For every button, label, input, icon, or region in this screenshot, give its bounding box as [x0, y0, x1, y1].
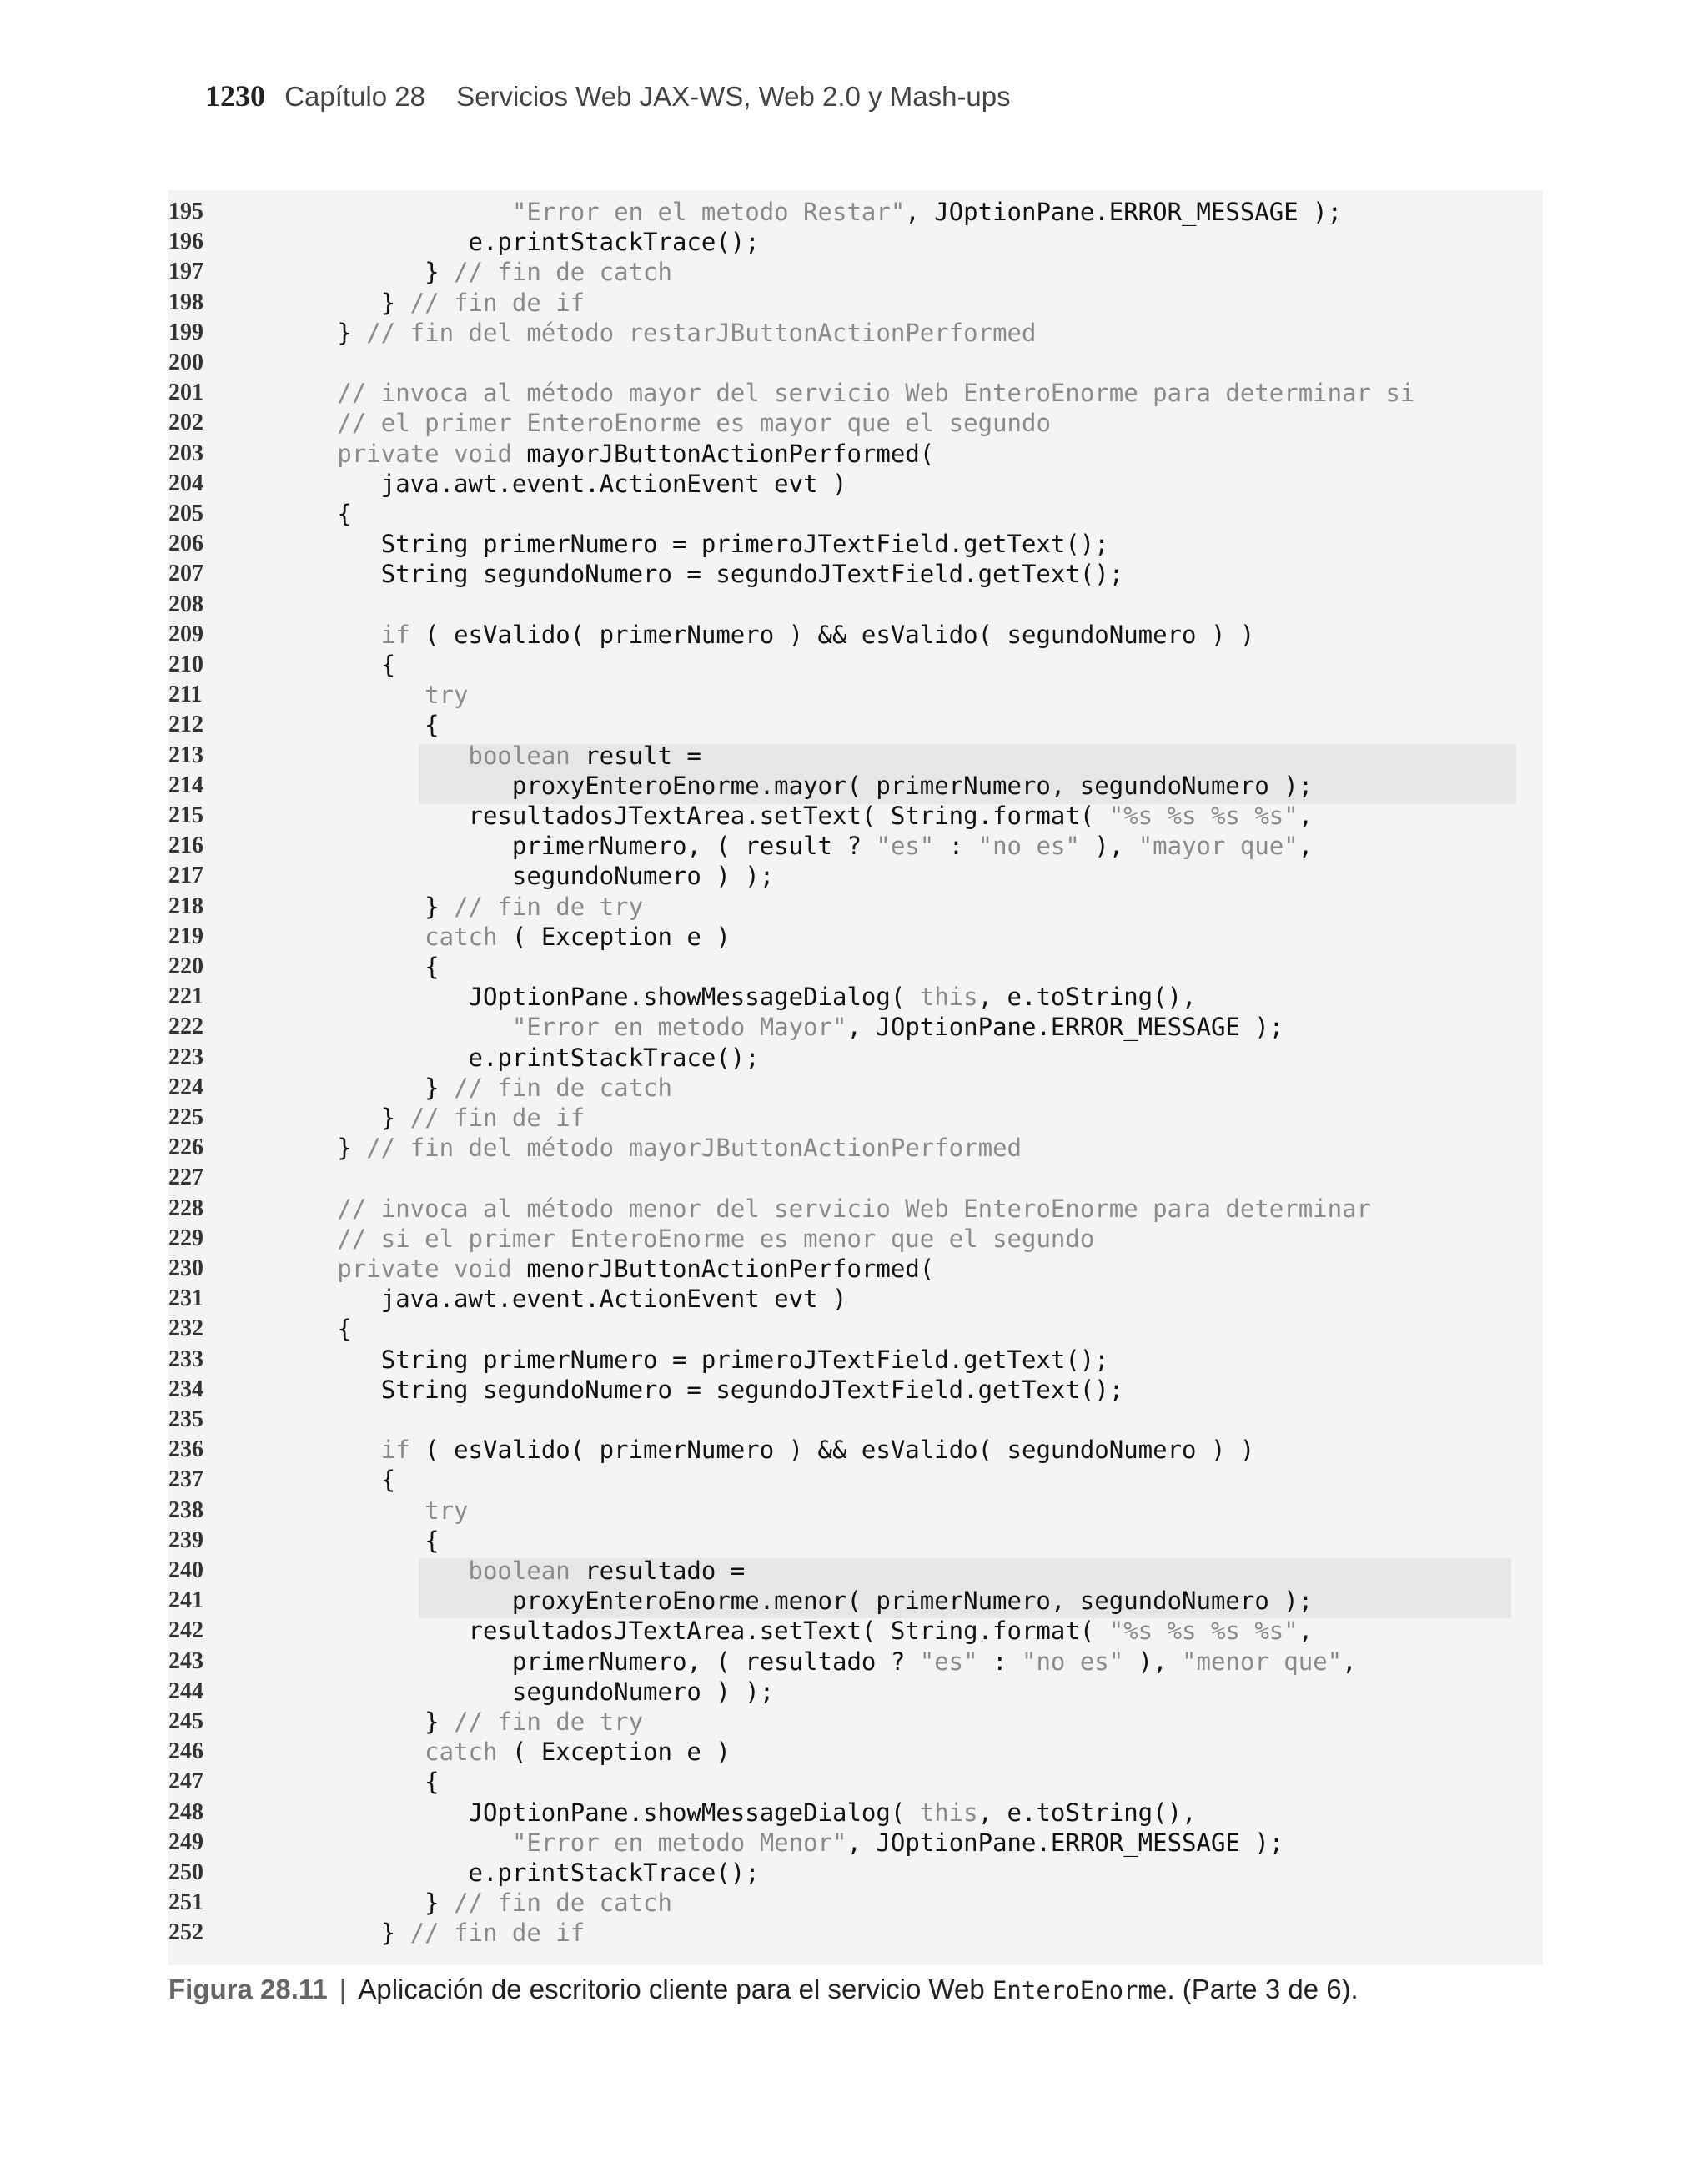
line-number: 247	[168, 1768, 203, 1795]
code-text: {	[294, 651, 396, 679]
code-text: resultadosJTextArea.setText( String.format( "%s %s %s %s",	[294, 802, 1314, 830]
code-text: } // fin de catch	[294, 1073, 672, 1102]
line-number: 217	[168, 863, 203, 889]
line-number: 216	[168, 832, 203, 859]
figure-caption	[168, 1974, 1359, 2005]
line-number: 238	[168, 1496, 203, 1523]
line-number: 198	[168, 289, 203, 315]
code-line	[168, 288, 1543, 318]
code-text: segundoNumero ) );	[294, 862, 775, 891]
line-number: 240	[168, 1557, 203, 1583]
code-line	[168, 499, 1543, 529]
code-text: } // fin de catch	[294, 258, 672, 287]
code-text: JOptionPane.showMessageDialog( this, e.toString(),	[294, 983, 1197, 1012]
line-number: 243	[168, 1647, 203, 1674]
code-text: if ( esValido( primerNumero ) && esValido( segundoNumero ) )	[380, 620, 1255, 649]
code-line	[168, 197, 1543, 227]
code-line	[168, 318, 1543, 348]
line-number: 224	[168, 1074, 203, 1100]
code-text: {	[294, 500, 352, 528]
caption-suffix: . (Parte 3 de 6).	[1167, 1974, 1359, 2004]
line-number: 201	[168, 380, 203, 406]
code-line	[168, 1012, 1543, 1042]
line-number: 236	[168, 1436, 203, 1463]
code-line	[168, 771, 1543, 801]
line-number: 208	[168, 591, 203, 617]
caption-text: Aplicación de escritorio cliente para el servicio Web	[358, 1974, 985, 2004]
line-number: 213	[168, 742, 203, 768]
line-number: 241	[168, 1587, 203, 1614]
line-number: 197	[168, 259, 203, 285]
code-line	[168, 680, 1543, 710]
code-text: primerNumero, ( resultado ? "es" : "no es" ), "menor que",	[294, 1647, 1357, 1676]
code-text: catch ( Exception e )	[424, 922, 731, 951]
code-text: java.awt.event.ActionEvent evt )	[294, 1285, 847, 1314]
code-line	[168, 1586, 1543, 1616]
code-line	[168, 1254, 1543, 1284]
code-line	[168, 408, 1543, 438]
line-number: 250	[168, 1859, 203, 1885]
line-number: 227	[168, 1164, 203, 1191]
code-line	[168, 620, 1543, 650]
code-line	[168, 227, 1543, 257]
line-number: 229	[168, 1225, 203, 1251]
code-line	[168, 469, 1543, 499]
code-text: "Error en metodo Menor", JOptionPane.ERROR_MESSAGE );	[511, 1828, 1284, 1857]
code-text: } // fin de try	[294, 892, 644, 921]
code-line	[168, 650, 1543, 680]
line-number: 211	[168, 682, 203, 708]
code-line	[168, 1737, 1543, 1767]
code-text: } // fin de if	[294, 288, 585, 317]
code-line	[168, 1465, 1543, 1495]
line-number: 228	[168, 1195, 203, 1221]
code-text: private void menorJButtonActionPerformed(	[337, 1255, 935, 1283]
line-number: 214	[168, 772, 203, 798]
code-line	[168, 1073, 1543, 1103]
line-number: 237	[168, 1466, 203, 1493]
code-line	[168, 559, 1543, 589]
line-number: 239	[168, 1527, 203, 1553]
line-number: 204	[168, 470, 203, 496]
line-number: 223	[168, 1044, 203, 1070]
code-line	[168, 1496, 1543, 1526]
code-text: resultadosJTextArea.setText( String.format( "%s %s %s %s",	[294, 1617, 1314, 1646]
code-text: } // fin del método mayorJButtonActionPerformed	[294, 1134, 1022, 1163]
chapter-label: Capítulo 28	[284, 81, 425, 112]
code-text: // invoca al método mayor del servicio Web EnteroEnorme para determinar si	[337, 379, 1415, 408]
code-line	[168, 1858, 1543, 1888]
code-text: {	[294, 1526, 440, 1555]
code-line	[168, 1677, 1543, 1707]
code-line	[168, 952, 1543, 982]
code-text: // el primer EnteroEnorme es mayor que el segundo	[337, 409, 1051, 438]
code-text: // invoca al método menor del servicio Web EnteroEnorme para determinar	[337, 1194, 1372, 1223]
code-line	[168, 1556, 1543, 1586]
code-line	[168, 1828, 1543, 1858]
code-text: boolean result =	[468, 741, 701, 770]
code-line	[168, 257, 1543, 287]
line-number: 252	[168, 1919, 203, 1946]
code-line	[168, 348, 1543, 378]
code-line	[168, 1616, 1543, 1646]
code-text: } // fin de if	[294, 1919, 585, 1948]
code-text: JOptionPane.showMessageDialog( this, e.toString(),	[294, 1798, 1197, 1827]
line-number: 219	[168, 923, 203, 949]
line-number: 210	[168, 651, 203, 677]
code-text: java.awt.event.ActionEvent evt )	[294, 469, 847, 498]
line-number: 195	[168, 199, 203, 224]
code-text: private void mayorJButtonActionPerformed(	[337, 439, 935, 468]
line-number: 244	[168, 1678, 203, 1704]
code-line	[168, 1707, 1543, 1737]
line-number: 221	[168, 983, 203, 1010]
line-number: 218	[168, 893, 203, 919]
code-text: {	[294, 1466, 396, 1495]
code-text: primerNumero, ( result ? "es" : "no es" ), "mayor que",	[294, 832, 1314, 861]
code-line	[168, 1224, 1543, 1254]
code-line	[168, 1435, 1543, 1465]
code-text: try	[424, 1496, 469, 1525]
code-line	[168, 831, 1543, 861]
code-text: } // fin del método restarJButtonActionPerformed	[294, 318, 1037, 347]
line-number: 222	[168, 1014, 203, 1040]
code-text: } // fin de catch	[294, 1889, 672, 1918]
code-line	[168, 982, 1543, 1012]
code-text: e.printStackTrace();	[294, 228, 760, 257]
caption-class-name: EnteroEnorme	[992, 1976, 1168, 2004]
line-number: 199	[168, 319, 203, 345]
page-header	[205, 78, 1011, 120]
code-line	[168, 1133, 1543, 1163]
page-number: 1230	[205, 79, 265, 113]
code-line	[168, 1043, 1543, 1073]
line-number: 225	[168, 1104, 203, 1130]
code-text: boolean resultado =	[468, 1557, 746, 1585]
code-line	[168, 439, 1543, 469]
code-text: "Error en el metodo Restar", JOptionPane.ERROR_MESSAGE );	[511, 198, 1343, 226]
line-number: 209	[168, 621, 203, 647]
code-text: catch ( Exception e )	[424, 1738, 731, 1767]
line-number: 233	[168, 1346, 203, 1372]
code-line	[168, 1888, 1543, 1918]
line-number: 245	[168, 1708, 203, 1734]
code-line	[168, 1798, 1543, 1828]
line-number: 251	[168, 1889, 203, 1916]
code-text: "Error en metodo Mayor", JOptionPane.ERROR_MESSAGE );	[511, 1013, 1284, 1042]
code-text: segundoNumero ) );	[294, 1677, 775, 1706]
code-line	[168, 801, 1543, 831]
line-number: 226	[168, 1134, 203, 1161]
code-line	[168, 1314, 1543, 1344]
line-number: 242	[168, 1617, 203, 1644]
code-line	[168, 378, 1543, 408]
line-number: 230	[168, 1255, 203, 1281]
code-line	[168, 1284, 1543, 1314]
code-text: // si el primer EnteroEnorme es menor que el segundo	[337, 1224, 1095, 1253]
code-line	[168, 1405, 1543, 1435]
line-number: 206	[168, 531, 203, 557]
line-number: 235	[168, 1406, 203, 1432]
code-text: } // fin de if	[294, 1104, 585, 1132]
code-line	[168, 1526, 1543, 1556]
code-text: {	[294, 953, 440, 981]
code-text: String primerNumero = primeroJTextField.getText();	[294, 530, 1109, 559]
code-text: {	[294, 1768, 440, 1797]
line-number: 203	[168, 440, 203, 466]
line-number: 212	[168, 712, 203, 738]
line-number: 232	[168, 1315, 203, 1342]
code-text: String segundoNumero = segundoJTextField.getText();	[294, 560, 1124, 589]
code-line	[168, 1375, 1543, 1405]
line-number: 246	[168, 1738, 203, 1765]
code-text: proxyEnteroEnorme.mayor( primerNumero, segundoNumero );	[294, 771, 1314, 800]
code-line	[168, 741, 1543, 771]
line-number: 205	[168, 500, 203, 526]
line-number: 196	[168, 229, 203, 255]
code-line	[168, 590, 1543, 620]
code-text: if ( esValido( primerNumero ) && esValido( segundoNumero ) )	[380, 1436, 1255, 1465]
code-text: proxyEnteroEnorme.menor( primerNumero, segundoNumero );	[294, 1587, 1314, 1616]
code-line	[168, 1163, 1543, 1193]
chapter-title: Servicios Web JAX-WS, Web 2.0 y Mash-ups	[456, 81, 1011, 112]
code-line	[168, 892, 1543, 922]
line-number: 215	[168, 802, 203, 828]
code-text: } // fin de try	[294, 1708, 644, 1736]
code-line	[168, 710, 1543, 740]
code-text: {	[294, 1315, 352, 1344]
code-text: String segundoNumero = segundoJTextField.getText();	[294, 1375, 1124, 1404]
code-line	[168, 1767, 1543, 1797]
code-listing	[168, 190, 1543, 1965]
code-text: e.printStackTrace();	[294, 1859, 760, 1887]
code-text: {	[294, 711, 440, 740]
line-number: 200	[168, 350, 203, 375]
code-line	[168, 529, 1543, 559]
code-line	[168, 1918, 1543, 1948]
code-line	[168, 922, 1543, 952]
caption-separator: |	[339, 1974, 347, 2004]
code-text: e.printStackTrace();	[294, 1043, 760, 1072]
line-number: 248	[168, 1798, 203, 1825]
line-number: 207	[168, 561, 203, 587]
code-line	[168, 861, 1543, 891]
line-number: 231	[168, 1285, 203, 1312]
code-line	[168, 1647, 1543, 1677]
line-number: 220	[168, 953, 203, 979]
code-line	[168, 1345, 1543, 1375]
line-number: 202	[168, 410, 203, 436]
code-text: try	[424, 681, 469, 710]
line-number: 249	[168, 1828, 203, 1855]
code-line	[168, 1194, 1543, 1224]
figure-label: Figura 28.11	[168, 1974, 328, 2004]
code-line	[168, 1103, 1543, 1133]
code-text: String primerNumero = primeroJTextField.getText();	[294, 1345, 1109, 1374]
line-number: 234	[168, 1376, 203, 1402]
